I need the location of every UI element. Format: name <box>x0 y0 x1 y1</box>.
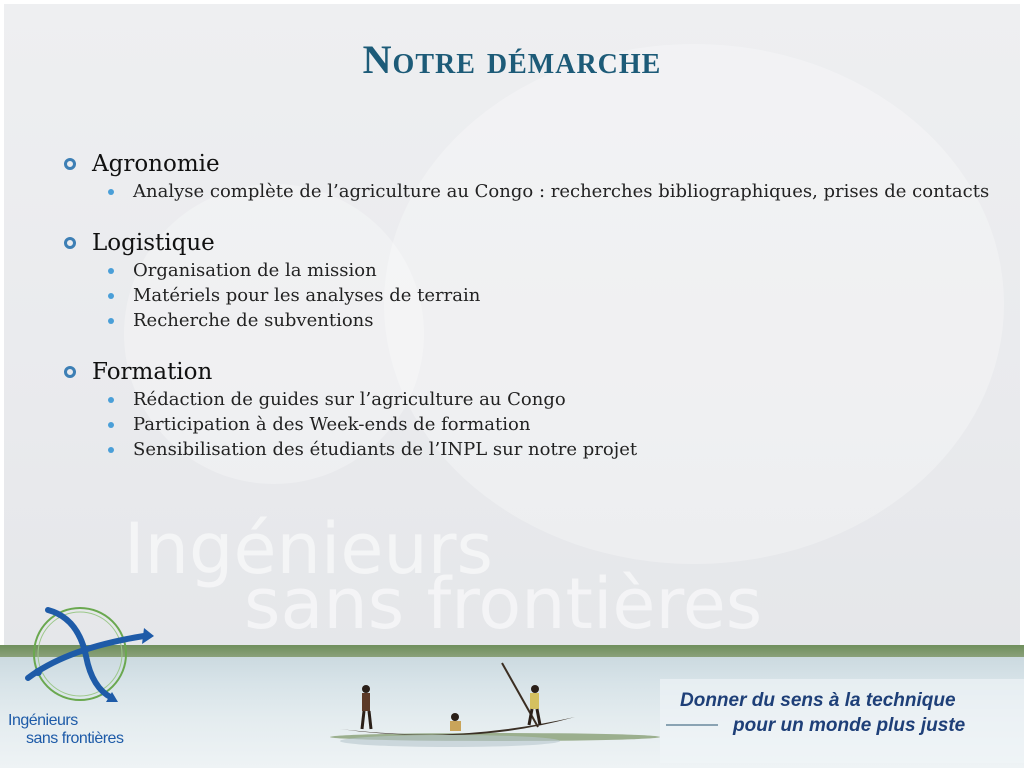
dot-bullet-icon <box>108 422 114 428</box>
pirogue-illustration <box>330 655 590 755</box>
list-item <box>62 310 1012 332</box>
list-item-text: Recherche de subventions <box>133 310 374 331</box>
list-item <box>62 439 1012 461</box>
tagline-rule <box>666 724 718 726</box>
slide-background: Ingénieurs sans frontières <box>4 4 1020 764</box>
section-formation <box>62 358 1012 461</box>
dot-bullet-icon <box>108 189 114 195</box>
logo-text-line-2: sans frontières <box>26 730 124 747</box>
section-heading: Formation <box>92 359 213 385</box>
dot-bullet-icon <box>108 268 114 274</box>
list-item-text: Participation à des Week-ends de formation <box>133 414 531 435</box>
bullet-list <box>62 389 1012 461</box>
section-heading: Agronomie <box>92 151 220 177</box>
dot-bullet-icon <box>108 447 114 453</box>
list-item <box>62 285 1012 307</box>
list-item <box>62 181 1012 203</box>
list-item-text: Analyse complète de l’agriculture au Congo : recherches bibliographiques, prises de contacts <box>133 181 990 202</box>
list-item <box>62 414 1012 436</box>
dot-bullet-icon <box>108 397 114 403</box>
bullet-list <box>62 260 1012 332</box>
dot-bullet-icon <box>108 318 114 324</box>
section-agronomie <box>62 150 1012 203</box>
list-item-text: Sensibilisation des étudiants de l’INPL sur notre projet <box>133 439 638 460</box>
ring-bullet-icon <box>64 366 76 378</box>
dot-bullet-icon <box>108 293 114 299</box>
slide-title: Notre démarche <box>362 37 662 82</box>
tagline-line-1: Donner du sens à la technique <box>680 690 956 711</box>
logo-text-line-1: Ingénieurs <box>8 712 78 729</box>
bullet-list <box>62 181 1012 203</box>
list-item <box>62 389 1012 411</box>
ring-bullet-icon <box>64 237 76 249</box>
list-item-text: Organisation de la mission <box>133 260 377 281</box>
section-logistique <box>62 229 1012 332</box>
tagline-line-2: pour un monde plus juste <box>733 715 966 736</box>
list-item <box>62 260 1012 282</box>
section-heading: Logistique <box>92 230 215 256</box>
list-item-text: Matériels pour les analyses de terrain <box>133 285 481 306</box>
slide-content <box>62 150 1012 487</box>
ring-bullet-icon <box>64 158 76 170</box>
list-item-text: Rédaction de guides sur l’agriculture au Congo <box>133 389 566 410</box>
